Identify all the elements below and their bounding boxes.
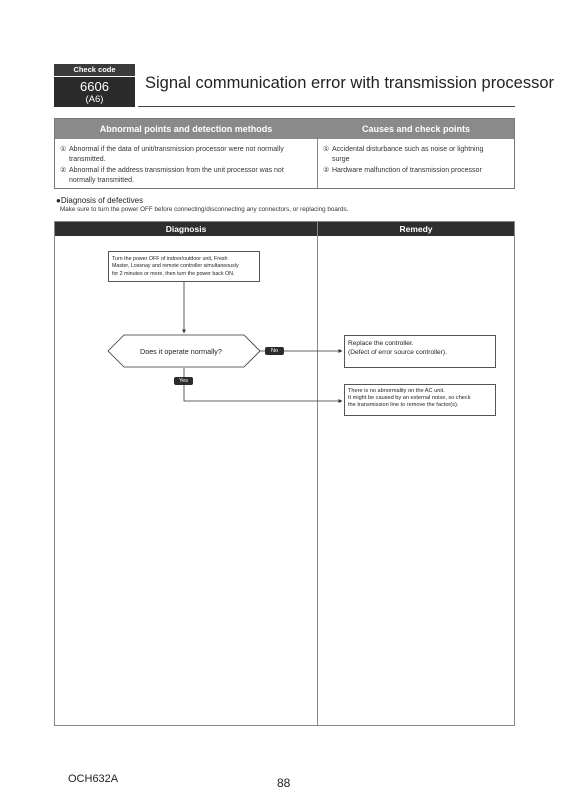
diagnosis-note-title: ●Diagnosis of defectives — [56, 196, 144, 205]
page-number: 88 — [277, 776, 291, 790]
table-header-detection: Abnormal points and detection methods — [55, 119, 317, 139]
remedy-no-abnormality-box: There is no abnormality on the AC unit. It might be caused by an external noise, so check the transmission line to remove the factor(s). — [344, 384, 496, 416]
detection-item-2: ② Abnormal if the address transmission from the unit processor was not normally transmitted. — [60, 167, 284, 184]
diagnosis-note-text: Make sure to turn the power OFF before connecting/disconnecting any connectors, or replacing boards. — [60, 206, 349, 213]
decision-question: Does it operate normally? — [140, 347, 222, 356]
error-sub-code: (A6) — [85, 94, 104, 105]
detection-item-1: ① Abnormal if the data of unit/transmission processor were not normally transmitted. — [60, 146, 284, 163]
remedy-column-header: Remedy — [318, 222, 514, 236]
error-code: 6606 — [80, 79, 109, 94]
step-power-cycle-box: Turn the power OFF of indoor/outdoor unit, Fresh Master, Lossnay and remote controller simultaneously for 2 minutes or more, then turn the power back ON. — [108, 251, 260, 282]
document-code: OCH632A — [68, 773, 119, 785]
yes-label: Yes — [174, 377, 193, 385]
cause-item-1: ① Accidental disturbance such as noise or lightning surge — [323, 146, 484, 163]
cause-item-2: ② Hardware malfunction of transmission processor — [323, 167, 482, 174]
diagnosis-column-header: Diagnosis — [55, 222, 317, 236]
check-code-label: Check code — [54, 64, 135, 76]
arrow-yes-to-remedy — [184, 368, 342, 401]
page-title: Signal communication error with transmission processor — [145, 74, 554, 92]
no-label: No — [265, 347, 284, 355]
remedy-replace-controller-box: Replace the controller. (Defect of error source controller). — [344, 335, 496, 368]
table-header-causes: Causes and check points — [318, 119, 514, 139]
